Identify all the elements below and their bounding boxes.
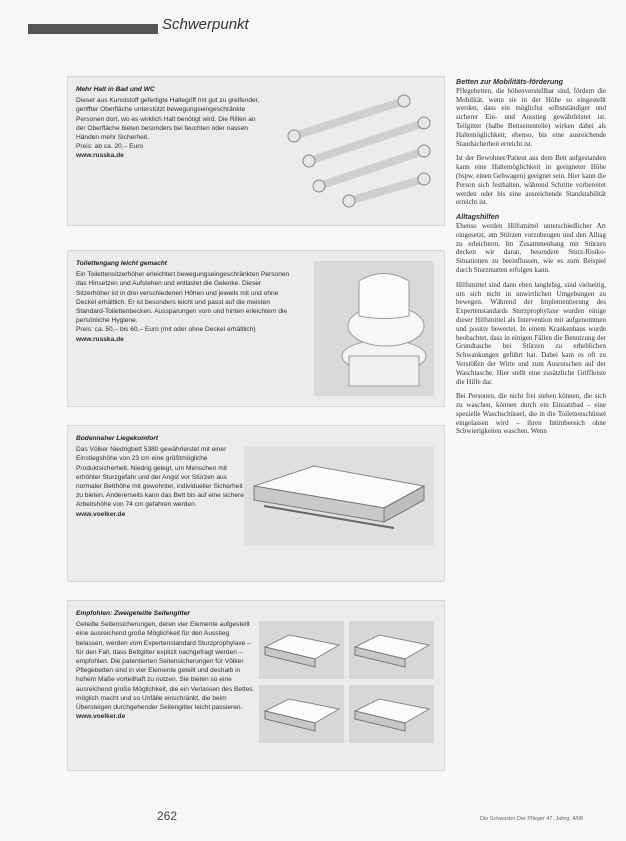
- box-price: Preis: ca. 50,– bis 60,– Euro (mit oder ohne Deckel erhältlich): [76, 326, 256, 334]
- box-body: Dieser aus Kunststoff gefertigte Haltegriff mit gut zu greifender, geriffter Oberfläche unterstützt bewegungseingeschränkte Personen dort, wo es wirklich Halt benötigt wird. Die Rillen an der Oberfläche bieten besonders bei feuchten oder nassen Händen mehr Sicherheit.: [76, 97, 260, 142]
- box-text: [76, 259, 296, 344]
- box-title: Mehr Halt in Bad und WC: [76, 86, 155, 93]
- paragraph: Pflegebetten, die höhenverstellbar sind, fördern die Mobilität, wenn sie in der Höhe so eingestellt werden, dass ein möglichst selbstständiger und sicherer Ein- und Ausstieg gewährleistet ist. Teilgitter (halbe Bettseitenteile) wirken dabei als Haltemöglichkeit; ebenso, bis eine ausreichende Standsicherheit erreicht ist.: [456, 86, 606, 148]
- product-box-side-rails: [67, 600, 445, 771]
- grab-bars-image: [284, 91, 434, 211]
- box-body: Geteilte Seitensicherungen, deren vier Elemente aufgestellt eine ausreichend große Möglichkeit für den Ausstieg belassen, werden vom Expertenstandard Sturzprophylaxe – für den Fall, dass Bettgitter explizit nachgefragt werden – empfohlen. Die patentierten Seitensicherungen für Völker Pflegebetten sind in vier Elemente geteilt und deshalb in hohem Maße vorteilhaft zu nutzen. Sie bieten so eine ausreichend große Möglichkeit, die ein Verlassen des Bettes möglich macht und so Unfälle einschränkt, die beim Übersteigen durchgehender Seitengitter leicht passieren.: [76, 621, 253, 712]
- journal-citation: Die Schwester Der Pfleger 47. Jahrg. 4/08: [480, 816, 584, 822]
- header-bar: [28, 24, 158, 34]
- box-url[interactable]: www.voelker.de: [76, 510, 126, 518]
- box-text: [76, 434, 251, 519]
- box-title: Toilettengang leicht gemacht: [76, 260, 167, 267]
- bed-rail-photo-3: [259, 685, 344, 743]
- paragraph: Ebenso werden Hilfsmittel unterschiedlicher Art eingesetzt, um Stürzen vorzubeugen und den Alltag zu erleichtern. Im Zusammenhang mit Stürzen decken wir daran, besondere Sturz-Risiko-Situationen zu beeinflussen, wie es zum Beispiel durch Sturzmatten erfolgen kann.: [456, 221, 606, 274]
- toilet-seat-image: [314, 261, 434, 396]
- paragraph: Hilfsmittel sind dann eben langlebig, sind vielseitig, um sich nicht in unwirtlichen Umgebungen zu bewegen. Während der Implementierung des Expertenstandards Sturzprophylaxe wurden einige dieser Hilfsmittel als Intervention mit aufgenommen und positiv bewertet. In einem Krankenhaus wurde beobachtet, dass in einigen Fällen die Benutzung der Grundtasche bei Stürzen zu erheblichen Schwankungen geführt hat. Dabei kam es oft zu Verstößen der Wirte und zum Ausrutschen auf der Waschtasche. Hier stellt eine zusätzliche Griffleiste die Hilfe dar.: [456, 280, 606, 386]
- paragraph: Bei Personen, die nicht frei stehen können, die sich zu waschen, können durch ein Einsatzbad – eine spezielle Waschschüssel, die in die Toilettenschüssel eingelassen wird – ihren Intimbereich ohne Schwierigkeiten waschen. Wenn: [456, 392, 606, 436]
- paragraph: Ist der Bewohner/Patient aus dem Bett aufgestanden kann eine Haltemöglichkeit in geeigneter Höhe (bspw. einen Gehwagen) geeignet sein. Hier kann die Person sich festhalten, während Schritte vorbereitet werden oder bis eine ausreichende Standstabilität erreicht ist.: [456, 154, 606, 207]
- box-title: Bodennaher Liegekomfort: [76, 435, 159, 442]
- box-body: Ein Toilettensitzerhöher erleichtert bewegungseingeschränkten Personen das Hinsetzen und Aufstehen und entlastet die Gelenke. Dieser Sitzerhöher ist in drei verschiedenen Höhen und jeweils mit und ohne Deckel erhältlich. Er ist besonders leicht und passt auf die meisten Standard-Toilettenbecken. Aussparungen vorn und hinten erleichtern die persönliche Hygiene.: [76, 271, 290, 325]
- box-url[interactable]: www.voelker.de: [76, 713, 126, 721]
- right-column-article: [456, 78, 606, 442]
- box-price: Preis: ab ca. 20,– Euro: [76, 143, 144, 151]
- product-box-toilet-seat: [67, 250, 445, 407]
- box-text: [76, 609, 256, 721]
- bed-rail-photo-1: [259, 621, 344, 679]
- product-box-grab-bars: [67, 76, 445, 226]
- subheading-daily-aids: Alltagshilfen: [456, 212, 500, 222]
- bed-rail-photo-4: [349, 685, 434, 743]
- box-url[interactable]: www.russka.de: [76, 335, 124, 343]
- bed-rail-photo-2: [349, 621, 434, 679]
- box-body: Das Völker Niedrigbett 5380 gewährleistet mit einer Einstiegshöhe von 23 cm eine größtmögliche Produktsicherheit. Niedrig gelegt, um Menschen mit erhöhter Sturzgefahr und der Angst vor Stürzen aus normaler Betthöhe mit gewohnter, individueller Sicherheit zu bieten. Andererseits kann das Bett bis auf eine sichere Arbeitshöhe von 74 cm gefahren werden.: [76, 446, 244, 509]
- subheading-mobility: Betten zur Mobilitäts-förderung: [456, 77, 564, 86]
- box-url[interactable]: www.russka.de: [76, 152, 124, 160]
- box-text: [76, 85, 266, 161]
- product-box-low-bed: [67, 425, 445, 582]
- section-title: Schwerpunkt: [158, 16, 253, 33]
- page-header: [28, 14, 448, 40]
- side-rails-images: [259, 621, 434, 746]
- page-number: 262: [157, 809, 178, 823]
- box-title: Empfohlen: Zweigeteilte Seitengitter: [76, 610, 190, 617]
- low-bed-image: [244, 446, 434, 546]
